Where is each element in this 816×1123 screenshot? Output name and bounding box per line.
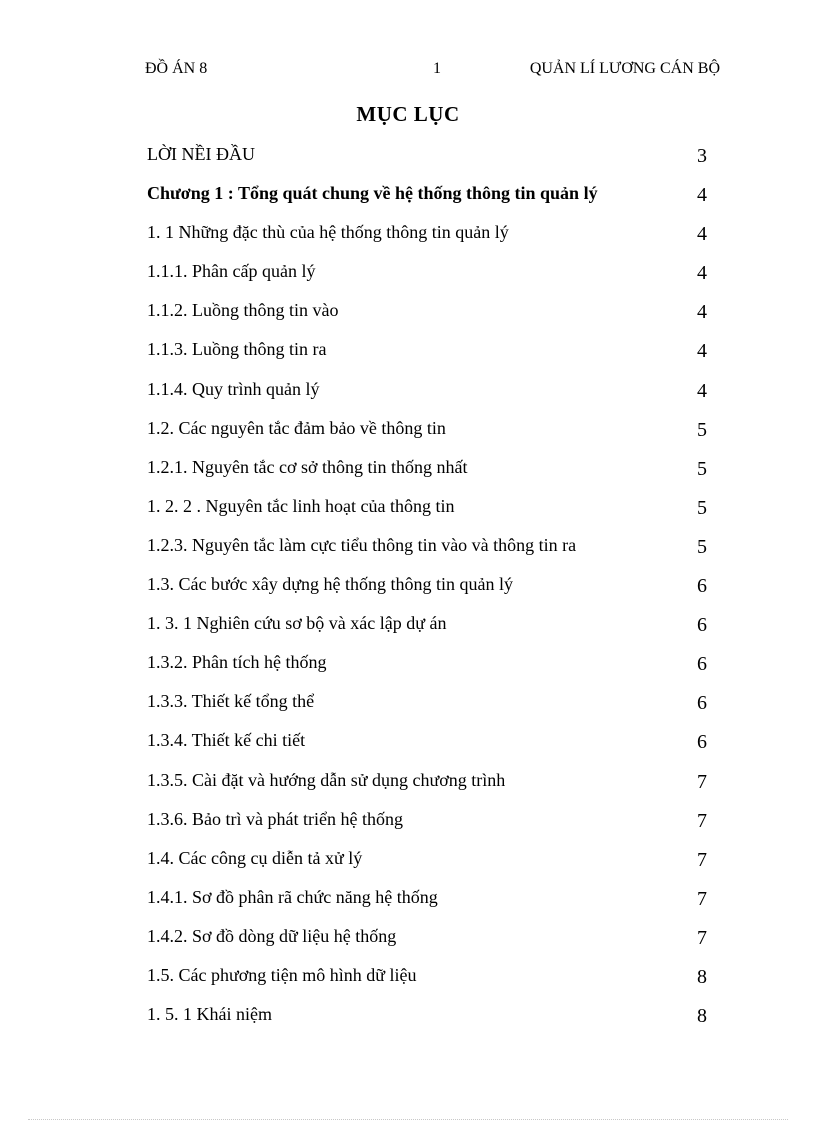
toc-row: [147, 961, 712, 1000]
toc-title: MỤC LỤC: [356, 102, 460, 126]
toc-row: [147, 648, 712, 687]
toc-entry-page: 6: [697, 653, 707, 676]
toc-entry-page: 5: [697, 457, 707, 480]
toc-row: [147, 218, 712, 257]
header-document-title: QUẢN LÍ LƯƠNG CÁN BỘ: [529, 60, 720, 77]
toc-row: [147, 335, 712, 374]
toc-entry-page: 6: [697, 575, 707, 598]
header-page-number: 1: [433, 60, 441, 77]
toc-row: [147, 375, 712, 414]
toc-entry-page: 7: [697, 770, 707, 793]
toc-entry-text: 1.5. Các phương tiện mô hình dữ liệu: [147, 964, 417, 985]
toc-entry-text: 1.3.2. Phân tích hệ thống: [147, 652, 327, 673]
toc-entry-page: 4: [697, 301, 707, 324]
toc-row: [147, 805, 712, 844]
toc-row: [147, 179, 712, 218]
toc-entry-page: 4: [697, 262, 707, 285]
toc-row: [147, 1000, 712, 1039]
toc-row: [147, 492, 712, 531]
toc-entry-text: 1.3.4. Thiết kế chi tiết: [147, 730, 306, 751]
toc-row: [147, 922, 712, 961]
toc-entry-text: 1.1.2. Luồng thông tin vào: [147, 300, 339, 321]
page-bottom-divider: [28, 1119, 788, 1120]
toc-row: [147, 883, 712, 922]
toc-entry-page: 4: [697, 379, 707, 402]
toc-entry-page: 8: [697, 1005, 707, 1028]
toc-row: [147, 609, 712, 648]
toc-entry-page: 7: [697, 926, 707, 949]
toc-row: [147, 570, 712, 609]
toc-entry-text: 1.3.3. Thiết kế tổng thể: [147, 691, 315, 712]
toc-entry-page: 7: [697, 887, 707, 910]
toc-row: [147, 414, 712, 453]
toc-row: [147, 453, 712, 492]
toc-entry-text: LỜI NỀI ĐẦU: [147, 144, 255, 164]
toc-entry-text: 1.1.1. Phân cấp quản lý: [147, 261, 316, 282]
header-project-label: ĐỒ ÁN 8: [145, 60, 208, 77]
toc-entry-text: 1. 1 Những đặc thù của hệ thống thông tin quản lý: [147, 222, 509, 243]
toc-entry-text: 1.1.4. Quy trình quản lý: [147, 378, 320, 399]
toc-row: [147, 726, 712, 765]
toc-entry-page: 3: [697, 145, 707, 167]
toc-entry-text: 1.4.2. Sơ đồ dòng dữ liệu hệ thống: [147, 925, 397, 946]
toc-entry-page: 8: [697, 965, 707, 988]
toc-entry-text: Chương 1 : Tổng quát chung về hệ thống thông tin quản lý: [147, 183, 598, 204]
toc-entry-page: 4: [697, 184, 707, 207]
toc-entry-text: 1.3. Các bước xây dựng hệ thống thông tin quản lý: [147, 574, 513, 595]
toc-row: [147, 844, 712, 883]
toc-row: [147, 257, 712, 296]
toc-entry-page: 4: [697, 223, 707, 246]
toc-entry-page: 5: [697, 535, 707, 558]
toc-entry-text: 1.4.1. Sơ đồ phân rã chức năng hệ thống: [147, 886, 438, 907]
toc-entry-text: 1.3.5. Cài đặt và hướng dẫn sử dụng chương trình: [147, 769, 506, 790]
toc-entry-page: 7: [697, 809, 707, 832]
toc-entry-text: 1.2.1. Nguyên tắc cơ sở thông tin thống nhất: [147, 456, 468, 477]
toc-entry-page: 6: [697, 731, 707, 754]
toc-row: [147, 140, 712, 179]
toc-entry-text: 1. 5. 1 Khái niệm: [147, 1004, 272, 1025]
toc-entry-text: 1. 2. 2 . Nguyên tắc linh hoạt của thông tin: [147, 495, 455, 516]
toc-entry-page: 6: [697, 692, 707, 715]
toc-row: [147, 296, 712, 335]
toc-entry-page: 5: [697, 418, 707, 441]
toc-entry-text: 1.4. Các công cụ diễn tả xử lý: [147, 847, 363, 868]
toc-entry-text: 1. 3. 1 Nghiên cứu sơ bộ và xác lập dự án: [147, 613, 447, 634]
toc-entry-page: 5: [697, 496, 707, 519]
toc-row: [147, 531, 712, 570]
toc-entry-page: 7: [697, 848, 707, 871]
toc-row: [147, 687, 712, 726]
toc-entry-page: 4: [697, 340, 707, 363]
page-header: [145, 60, 720, 84]
table-of-contents: [147, 140, 712, 1039]
toc-row: [147, 766, 712, 805]
toc-entry-text: 1.2.3. Nguyên tắc làm cực tiểu thông tin vào và thông tin ra: [147, 534, 577, 555]
toc-entry-text: 1.1.3. Luồng thông tin ra: [147, 339, 327, 360]
toc-entry-text: 1.2. Các nguyên tắc đảm bảo về thông tin: [147, 417, 446, 438]
toc-entry-text: 1.3.6. Bảo trì và phát triển hệ thống: [147, 808, 403, 829]
toc-entry-page: 6: [697, 614, 707, 637]
